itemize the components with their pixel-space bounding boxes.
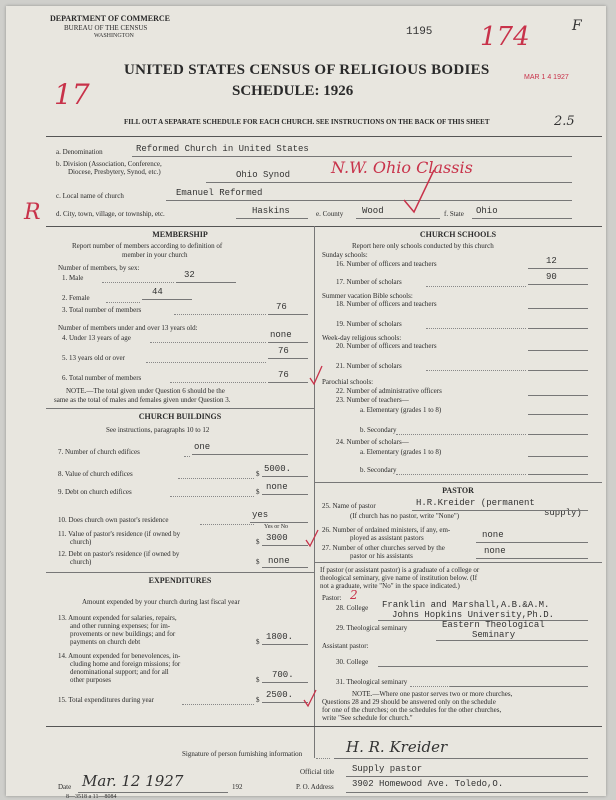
q4-value: none: [270, 330, 292, 340]
schools-intro: Report here only schools conducted by this church: [352, 242, 494, 250]
q8-value: 5000.: [264, 464, 292, 474]
q16-value: 12: [546, 256, 557, 266]
q24b-label: b. Secondary: [360, 466, 397, 474]
church-schools-heading: CHURCH SCHOOLS: [419, 230, 497, 239]
q14-dollar: $: [256, 676, 260, 684]
q9-label: 9. Debt on church edifices: [58, 488, 132, 496]
parochial-schools-label: Parochial schools:: [322, 378, 374, 386]
q15-label: 15. Total expenditures during year: [58, 696, 154, 704]
membership-note-2: same as the total of males and females given under Question 3.: [54, 396, 231, 404]
q16-label: 16. Number of officers and teachers: [336, 260, 437, 268]
buildings-instructions: See instructions, paragraphs 10 to 12: [106, 426, 210, 434]
q12-value: none: [268, 556, 290, 566]
q7-value: one: [194, 442, 211, 452]
q1-value: 32: [184, 270, 195, 280]
q19-label: 19. Number of scholars: [336, 320, 402, 328]
expenditures-intro: Amount expended by your church during last fiscal year: [82, 598, 240, 606]
q26-label-2: ployed as assistant pastors: [350, 534, 424, 542]
value-division: Ohio Synod: [236, 170, 291, 180]
sunday-schools-label: Sunday schools:: [322, 251, 368, 259]
q27-value: none: [484, 546, 506, 556]
q25-note: (If church has no pastor, write "None"): [350, 512, 460, 520]
department-name: DEPARTMENT OF COMMERCE: [50, 14, 171, 23]
check-mark-q11: [304, 528, 320, 548]
college-note-2: theological seminary, give name of institution below. (If: [320, 574, 478, 582]
q23b-label: b. Secondary: [360, 426, 397, 434]
handwritten-code: 2.5: [554, 114, 575, 129]
label-city: d. City, town, village, or township, etc.: [56, 210, 165, 218]
year-prefix: 192: [232, 783, 243, 791]
q14-value: 700.: [272, 670, 294, 680]
q17-label: 17. Number of scholars: [336, 278, 402, 286]
q26-value: none: [482, 530, 504, 540]
q10-label: 10. Does church own pastor's residence: [58, 516, 169, 524]
value-state: Ohio: [476, 206, 498, 216]
q12-label-2: church): [70, 558, 92, 566]
q25-value-2: supply): [544, 508, 582, 518]
q28-value-2: Johns Hopkins University,Ph.D.: [392, 610, 555, 620]
q24a-label: a. Elementary (grades 1 to 8): [360, 448, 442, 456]
handwritten-number-left: 17: [54, 78, 90, 111]
q14-label-2: cluding home and foreign missions; for: [70, 660, 181, 668]
date-label: Date: [58, 783, 72, 791]
assistant-pastor-label: Assistant pastor:: [322, 642, 369, 650]
q1-label: 1. Male: [62, 274, 84, 282]
membership-intro-2: member in your church: [122, 251, 188, 259]
handwritten-mark-corner: F: [572, 18, 582, 34]
q11-label: 11. Value of pastor's residence (if owned by: [58, 530, 181, 538]
signature-value: H. R. Kreider: [346, 738, 448, 756]
expenditures-heading: EXPENDITURES: [148, 576, 212, 585]
membership-intro-1: Report number of members according to definition of: [72, 242, 223, 250]
handwritten-r-mark: R: [24, 200, 41, 225]
bureau-city: WASHINGTON: [94, 33, 134, 39]
membership-note-1: NOTE.—The total given under Question 6 should be the: [66, 387, 225, 395]
q12-label: 12. Debt on pastor's residence (if owned by: [58, 550, 180, 558]
q13-label-4: payments on church debt: [70, 638, 141, 646]
yes-or-no-caption: Yes or No: [264, 524, 289, 530]
handwritten-2: 2: [350, 588, 358, 602]
q29-value-2: Seminary: [472, 630, 516, 640]
print-code: 8—3518 a 11—8084: [66, 794, 117, 800]
q26-label: 26. Number of ordained ministers, if any, em-: [322, 526, 451, 534]
q2-label: 2. Female: [62, 294, 90, 302]
q24-label: 24. Number of scholars—: [336, 438, 409, 446]
q13-label-2: and other running expenses; for im-: [70, 622, 171, 630]
q28-value: Franklin and Marshall,A.B.&A.M.: [382, 600, 550, 610]
q13-label-3: provements or new buildings; and for: [70, 630, 176, 638]
q20-label: 20. Number of officers and teachers: [336, 342, 437, 350]
official-title-value: Supply pastor: [352, 764, 423, 774]
q18-label: 18. Number of officers and teachers: [336, 300, 437, 308]
value-city: Haskins: [252, 206, 290, 216]
label-state: f. State: [444, 210, 464, 218]
q28-label: 28. College: [336, 604, 369, 612]
q5-value: 76: [278, 346, 289, 356]
q21-label: 21. Number of scholars: [336, 362, 402, 370]
date-value: Mar. 12 1927: [82, 772, 184, 790]
q25-label: 25. Name of pastor: [322, 502, 376, 510]
q4-label: 4. Under 13 years of age: [62, 334, 131, 342]
label-division-2: Diocese, Presbytery, Synod, etc.): [68, 168, 161, 176]
label-county: e. County: [316, 210, 344, 218]
signature-label: Signature of person furnishing information: [182, 750, 303, 758]
college-note-1: If pastor (or assistant pastor) is a graduate of a college or: [320, 566, 480, 574]
q13-dollar: $: [256, 638, 260, 646]
q30-label: 30. College: [336, 658, 369, 666]
q6-value: 76: [278, 370, 289, 380]
members-by-age-label: Number of members under and over 13 years old:: [58, 324, 198, 332]
pastor-note-4: write "See schedule for church.": [322, 714, 413, 722]
q9-dollar: $: [256, 488, 260, 496]
q23-label: 23. Number of teachers—: [336, 396, 409, 404]
q8-dollar: $: [256, 470, 260, 478]
pastor-note-2: Questions 28 and 29 should be answered only on the schedule: [322, 698, 496, 706]
q15-dollar: $: [256, 696, 260, 704]
q12-dollar: $: [256, 558, 260, 566]
value-county: Wood: [362, 206, 384, 216]
q14-label: 14. Amount expended for benevolences, in-: [58, 652, 181, 660]
q22-label: 22. Number of administrative officers: [336, 387, 442, 395]
q23a-label: a. Elementary (grades 1 to 8): [360, 406, 442, 414]
q27-label-2: pastor or his assistants: [350, 552, 413, 560]
q14-label-4: other purposes: [70, 676, 112, 684]
pastor-heading: PASTOR: [442, 486, 474, 495]
q11-dollar: $: [256, 538, 260, 546]
pastor-note-1: NOTE.—Where one pastor serves two or more churches,: [352, 690, 513, 698]
q8-label: 8. Value of church edifices: [58, 470, 133, 478]
q13-value: 1800.: [266, 632, 294, 642]
q27-label: 27. Number of other churches served by the: [322, 544, 445, 552]
label-local-name: c. Local name of church: [56, 192, 124, 200]
value-local-name: Emanuel Reformed: [176, 188, 263, 198]
label-division: b. Division (Association, Conference,: [56, 160, 162, 168]
q29-label: 29. Theological seminary: [336, 624, 408, 632]
po-address-label: P. O. Address: [296, 783, 334, 791]
value-denomination: Reformed Church in United States: [136, 144, 309, 154]
bureau-name: BUREAU OF THE CENSUS: [64, 24, 148, 32]
membership-heading: MEMBERSHIP: [152, 230, 208, 239]
q3-label: 3. Total number of members: [62, 306, 142, 314]
q14-label-3: denominational support; and for all: [70, 668, 169, 676]
po-address-value: 3902 Homewood Ave. Toledo,O.: [352, 779, 504, 789]
q13-label: 13. Amount expended for salaries, repairs,: [58, 614, 177, 622]
pastor-sub-label: Pastor:: [322, 594, 342, 602]
q15-value: 2500.: [266, 690, 294, 700]
check-mark-q15: [302, 688, 318, 708]
summer-schools-label: Summer vacation Bible schools:: [322, 292, 413, 300]
q25-value: H.R.Kreider (permanent: [416, 498, 535, 508]
q11-value: 3000: [266, 533, 288, 543]
q29-value: Eastern Theological: [442, 620, 545, 630]
q3-value: 76: [276, 302, 287, 312]
q2-value: 44: [152, 287, 163, 297]
q9-value: none: [266, 482, 288, 492]
members-by-sex-label: Number of members, by sex:: [58, 264, 140, 272]
check-mark-county: [400, 166, 440, 216]
stamp-number: 1195: [406, 26, 433, 38]
college-note-3: not a graduate, write "No" in the space indicated.): [320, 582, 460, 590]
q11-label-2: church): [70, 538, 92, 546]
q31-label: 31. Theological seminary: [336, 678, 408, 686]
census-schedule-page: [6, 6, 606, 800]
q6-label: 6. Total number of members: [62, 374, 142, 382]
document-subtitle: SCHEDULE: 1926: [232, 83, 354, 99]
document-title: UNITED STATES CENSUS OF RELIGIOUS BODIES: [124, 62, 490, 78]
date-stamp: MAR 1 4 1927: [524, 74, 569, 81]
instruction-line: FILL OUT A SEPARATE SCHEDULE FOR EACH CHURCH. SEE INSTRUCTIONS ON THE BACK OF THIS SHEET: [124, 118, 490, 126]
handwritten-number-top: 174: [480, 22, 530, 52]
official-title-label: Official title: [300, 768, 335, 776]
church-buildings-heading: CHURCH BUILDINGS: [138, 412, 222, 421]
q17-value: 90: [546, 272, 557, 282]
q5-label: 5. 13 years old or over: [62, 354, 125, 362]
label-denomination: a. Denomination: [56, 148, 103, 156]
q10-value: yes: [252, 510, 269, 520]
handwritten-classis: N.W. Ohio Classis: [331, 158, 473, 177]
q7-label: 7. Number of church edifices: [58, 448, 140, 456]
weekday-schools-label: Week-day religious schools:: [322, 334, 402, 342]
pastor-note-3: for one of the churches; on the schedules for the other churches,: [322, 706, 502, 714]
